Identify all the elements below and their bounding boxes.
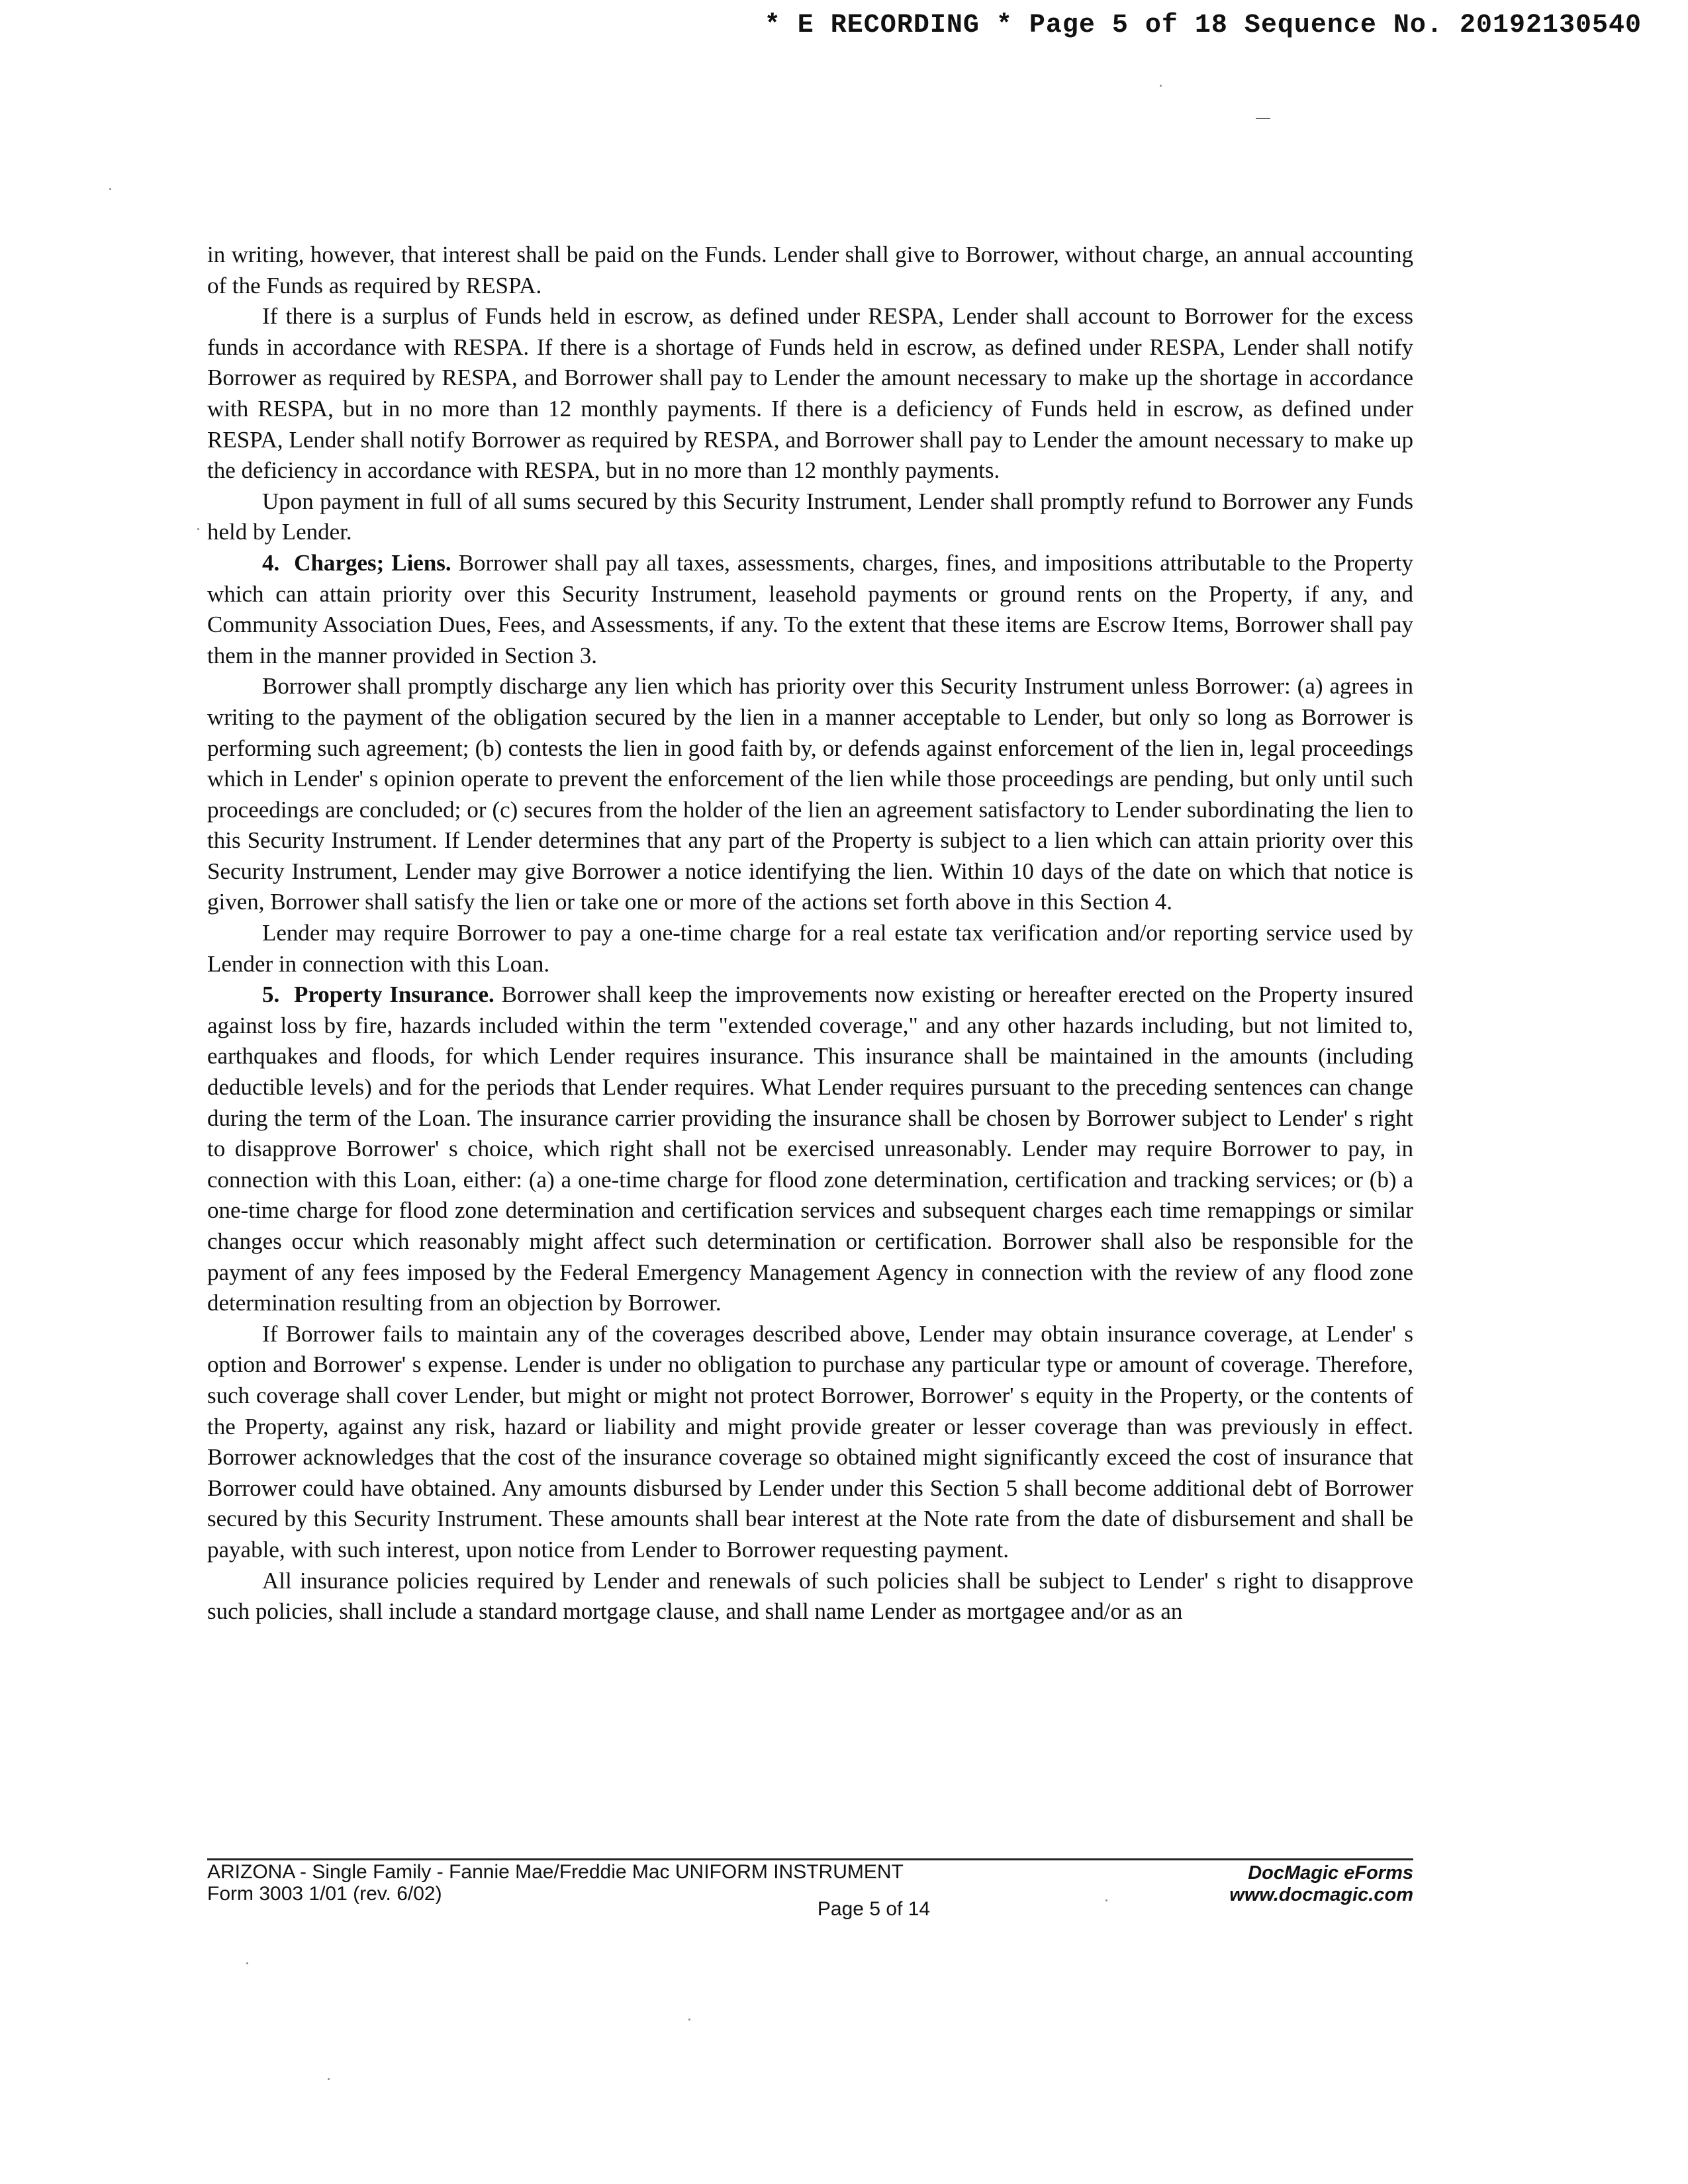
vendor-name: DocMagic eForms	[1248, 1862, 1413, 1884]
scan-speck	[328, 2078, 330, 2080]
scan-speck	[246, 1962, 248, 1964]
section-text: Borrower shall keep the improvements now existing or hereafter erected on the Property insured against loss by fire, hazards included within the term "extended coverage," and any other hazards including, but not limited to, earthquakes and floods, for which Lender requires insurance. This insurance shall be maintained in the amounts (including deductible levels) and for the periods that Lender requires. What Lender requires pursuant to the preceding sentences can change during the term of the Loan. The insurance carrier providing the insurance shall be chosen by Borrower subject to Lender' s right to disapprove Borrower' s choice, which right shall not be exercised unreasonably. Lender may require Borrower to pay, in connection with this Loan, either: (a) a one-time charge for flood zone determination, certification and tracking services; or (b) a one-time charge for flood zone determination and certification services and subsequent charges each time remappings or similar changes occur which reasonably might affect such determination or certification. Borrower shall also be responsible for the payment of any fees imposed by the Federal Emergency Management Agency in connection with the review of any flood zone determination resulting from an objection by Borrower.	[207, 981, 1414, 1316]
paragraph: in writing, however, that interest shall be paid on the Funds. Lender shall give to Borrower, without charge, an annual accounting of the Funds as required by RESPA.	[207, 242, 1413, 298]
paragraph: Lender may require Borrower to pay a one-time charge for a real estate tax verification and/or reporting service used by Lender in connection with this Loan.	[207, 920, 1413, 977]
scan-speck	[1105, 1899, 1107, 1901]
scan-speck	[109, 188, 111, 190]
page-number: Page 5 of 14	[817, 1898, 931, 1920]
paragraph: If there is a surplus of Funds held in escrow, as defined under RESPA, Lender shall account to Borrower for the excess funds in accordance with RESPA. If there is a shortage of Funds held in escrow, as defined under RESPA, Lender shall notify Borrower as required by RESPA, and Borrower shall pay to Lender the amount necessary to make up the shortage in accordance with RESPA, but in no more than 12 monthly payments. If there is a deficiency of Funds held in escrow, as defined under RESPA, Lender shall notify Borrower as required by RESPA, and Borrower shall pay to Lender the amount necessary to make up the deficiency in accordance with RESPA, but in no more than 12 monthly payments.	[207, 303, 1413, 484]
paragraph: Borrower shall promptly discharge any lien which has priority over this Security Instrument unless Borrower: (a) agrees in writing to the payment of the obligation secured by the lien in a manner acceptable to Lender, but only so long as Borrower is performing such agreement; (b) contests the lien in good faith by, or defends against enforcement of the lien in, legal proceedings which in Lender' s opinion operate to prevent the enforcement of the lien while those proceedings are pending, but only until such proceedings are concluded; or (c) secures from the holder of the lien an agreement satisfactory to Lender subordinating the lien to this Security Instrument. If Lender determines that any part of the Property is subject to a lien which can attain priority over this Security Instrument, Lender may give Borrower a notice identifying the lien. Within 10 days of the date on which that notice is given, Borrower shall satisfy the lien or take one or more of the actions set forth above in this Section 4.	[207, 673, 1413, 915]
section-number: 4.	[262, 549, 280, 576]
document-body	[207, 240, 1413, 1627]
vendor-block	[1229, 1862, 1413, 1906]
form-line-2: Form 3003 1/01 (rev. 6/02)	[207, 1883, 442, 1905]
paragraph: All insurance policies required by Lender and renewals of such policies shall be subject to Lender' s right to disapprove such policies, shall include a standard mortgage clause, and shall name Lender as mortgagee and/or as an	[207, 1567, 1413, 1625]
section-heading: Charges; Liens.	[294, 549, 451, 576]
scan-mark	[1256, 118, 1270, 119]
paragraph: If Borrower fails to maintain any of the coverages described above, Lender may obtain insurance coverage, at Lender' s option and Borrower' s expense. Lender is under no obligation to purchase any particular type or amount of coverage. Therefore, such coverage shall cover Lender, but might or might not protect Borrower, Borrower' s equity in the Property, or the contents of the Property, against any risk, hazard or liability and might provide greater or lesser coverage than was previously in effect. Borrower acknowledges that the cost of the insurance coverage so obtained might significantly exceed the cost of insurance that Borrower could have obtained. Any amounts disbursed by Lender under this Section 5 shall become additional debt of Borrower secured by this Security Instrument. These amounts shall bear interest at the Note rate from the date of disbursement and shall be payable, with such interest, upon notice from Lender to Borrower requesting payment.	[207, 1320, 1413, 1563]
scan-speck	[197, 528, 199, 530]
section-heading: Property Insurance.	[293, 981, 494, 1008]
section-text: Borrower shall pay all taxes, assessments, charges, fines, and impositions attributable to the Property which can attain priority over this Security Instrument, leasehold payments or ground rents on the Property, if any, and Community Association Dues, Fees, and Assessments, if any. To the extent that these items are Escrow Items, Borrower shall pay them in the manner provided in Section 3.	[207, 549, 1414, 668]
paragraph: Upon payment in full of all sums secured by this Security Instrument, Lender shall promptly refund to Borrower any Funds held by Lender.	[207, 488, 1413, 545]
section-5-paragraph	[207, 979, 1413, 1319]
scan-speck	[688, 2019, 690, 2021]
footer-rule	[207, 1858, 1413, 1860]
form-line-1: ARIZONA - Single Family - Fannie Mae/Freddie Mac UNIFORM INSTRUMENT	[207, 1861, 904, 1883]
vendor-url: www.docmagic.com	[1229, 1884, 1413, 1905]
scan-speck	[1160, 85, 1162, 87]
recording-header: * E RECORDING * Page 5 of 18 Sequence No. 20192130540	[764, 11, 1642, 40]
section-number: 5.	[262, 981, 280, 1008]
section-4-paragraph	[207, 548, 1413, 671]
